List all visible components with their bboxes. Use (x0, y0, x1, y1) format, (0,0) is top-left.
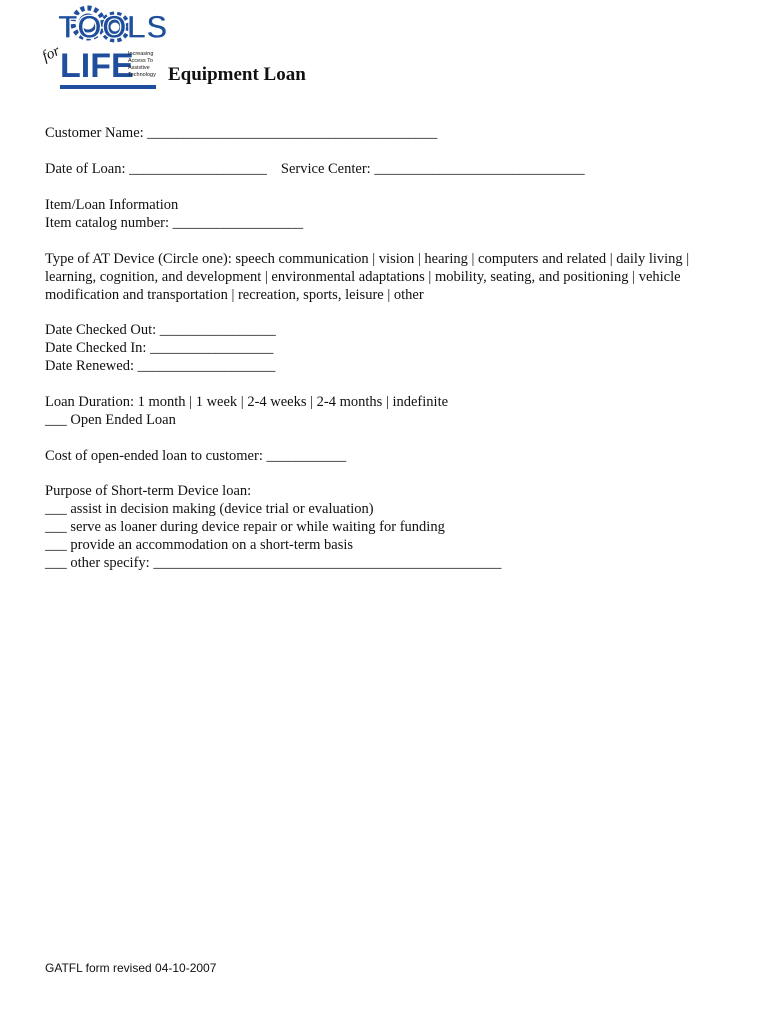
page-title: Equipment Loan (168, 64, 306, 85)
item-catalog-field[interactable]: Item catalog number: __________________ (45, 215, 304, 231)
logo-script: for (39, 42, 63, 65)
customer-name-field[interactable]: Customer Name: ________________________________________ (45, 125, 438, 141)
logo-graphic (39, 5, 168, 93)
form-revision-note: GATFL form revised 04-10-2007 (45, 961, 217, 975)
date-renewed-field[interactable]: Date Renewed: ___________________ (45, 358, 276, 374)
item-loan-heading: Item/Loan Information (45, 197, 179, 213)
date-of-loan-field[interactable]: Date of Loan: ___________________ (45, 161, 267, 177)
logo-tagline-4: Technology (128, 72, 156, 78)
logo-letters-bottom: LIFE (60, 47, 134, 85)
logo-tagline-1: Increasing (128, 51, 154, 57)
open-ended-loan-option[interactable]: ___ Open Ended Loan (45, 412, 176, 428)
logo-letters-top: TOOLS (58, 9, 168, 45)
purpose-option-decision[interactable]: ___ assist in decision making (device trial or evaluation) (45, 501, 374, 517)
logo-tagline-3: Assistive (128, 65, 150, 71)
logo-tagline-2: Access To (128, 58, 153, 64)
logo-underline (60, 85, 156, 89)
service-center-field[interactable]: Service Center: _____________________________ (280, 161, 585, 177)
date-checked-in-field[interactable]: Date Checked In: _________________ (45, 340, 274, 356)
tools-for-life-logo (39, 5, 168, 93)
loan-date-row (45, 160, 585, 178)
device-type-options[interactable]: Type of AT Device (Circle one): speech communication | vision | hearing | computers and related | daily living | learning, cognition, and development | environmental adaptations | mobility, seating, and positioning | vehicle modification and transportation | recreation, sports, leisure | other (45, 251, 690, 303)
loan-duration-options[interactable]: Loan Duration: 1 month | 1 week | 2-4 weeks | 2-4 months | indefinite (45, 394, 449, 410)
open-ended-cost-field[interactable]: Cost of open-ended loan to customer: ___________ (45, 448, 347, 464)
date-checked-out-field[interactable]: Date Checked Out: ________________ (45, 322, 276, 338)
purpose-option-loaner[interactable]: ___ serve as loaner during device repair or while waiting for funding (45, 519, 445, 535)
purpose-option-other[interactable]: ___ other specify: ________________________________________________ (45, 555, 502, 571)
purpose-heading: Purpose of Short-term Device loan: (45, 483, 252, 499)
purpose-option-accommodation[interactable]: ___ provide an accommodation on a short-term basis (45, 537, 354, 553)
